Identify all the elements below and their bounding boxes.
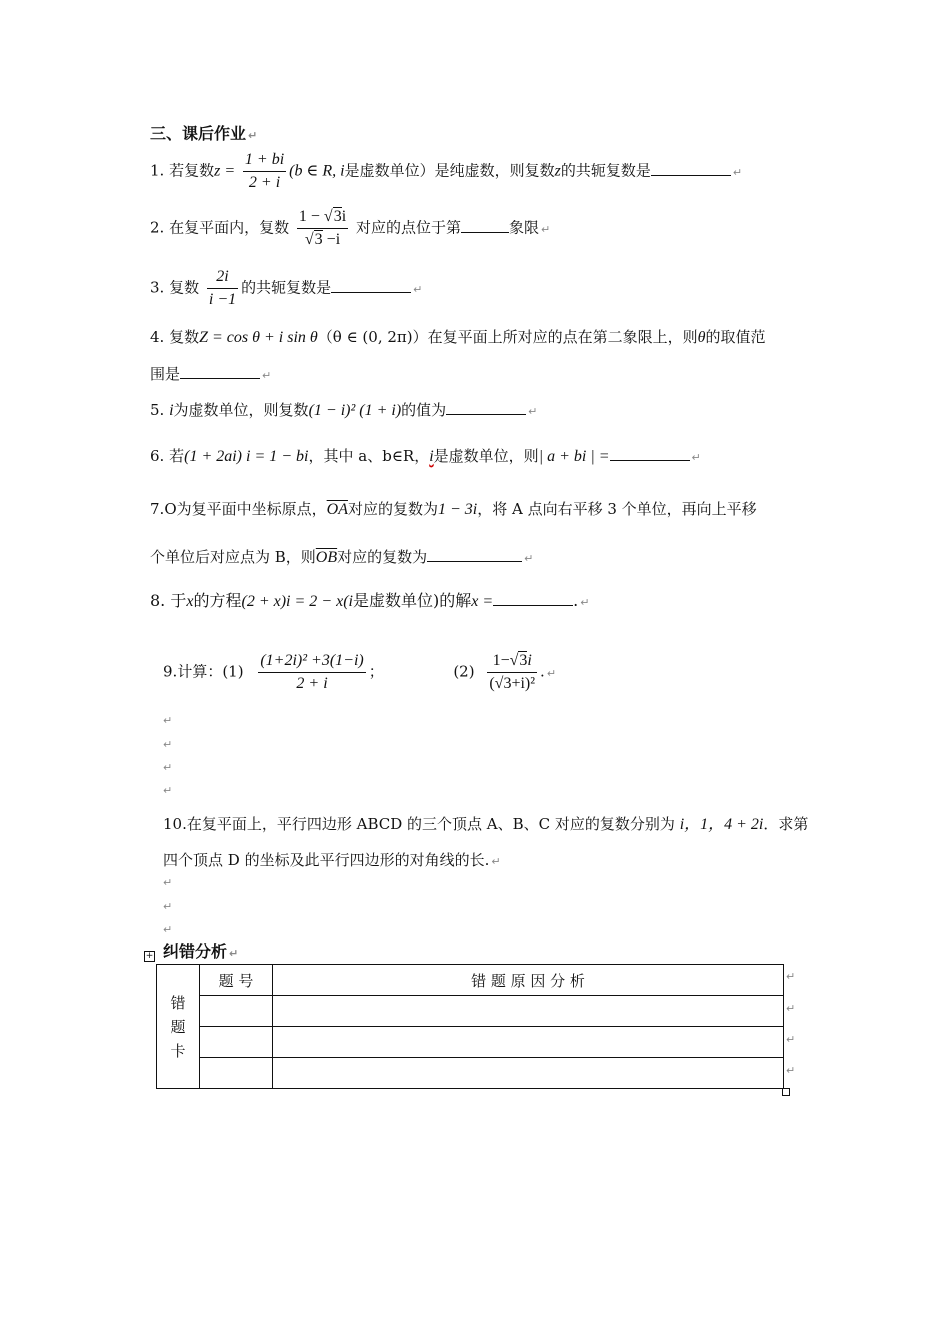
vector-oa: $\overline{OA}$ xyxy=(326,501,348,518)
paragraph-mark: ↵ xyxy=(248,129,258,142)
card-label-cell: 错 题 卡 xyxy=(157,965,200,1089)
fraction: $\frac{2i}{i -1}$ xyxy=(208,268,237,308)
question-7-line-2: 个单位后对应点为 B，则$\overline{OB}$对应的复数为 ↵ xyxy=(150,548,534,566)
cell-reason[interactable] xyxy=(273,1058,784,1089)
answer-blank[interactable] xyxy=(610,446,690,461)
question-4: 4. 复数Z = cos θ + i sin θ（θ ∈ (0, 2π)）在复平面上所对应的点在第二象限上，则θ的取值范 xyxy=(150,328,766,346)
question-7: 7.O为复平面中坐标原点，$\overline{OA}$对应的复数为1 − 3i，将 A 点向右平移 3 个单位，再向上平移 xyxy=(150,500,757,518)
question-3: 3. 复数 $\frac{2i}{i -1}$ 的共轭复数是 ↵ xyxy=(150,266,422,311)
answer-blank[interactable] xyxy=(493,591,573,606)
fraction: $\frac{1-√3i}{\text{(√3+i)²}}$ xyxy=(489,652,536,692)
error-section-title: 纠错分析 ↵ xyxy=(163,942,239,961)
question-6: 6. 若(1 + 2ai) i = 1 − bi，其中 a、b∈R，i是虚数单位，则| a + bi | = ↵ xyxy=(150,447,701,465)
table-row xyxy=(157,1058,784,1089)
answer-blank[interactable] xyxy=(446,400,526,415)
answer-blank[interactable] xyxy=(461,218,509,233)
vector-ob: $\overline{OB}$ xyxy=(315,549,338,566)
header-question-no: 题 号 xyxy=(200,965,273,996)
section-title: 三、课后作业 ↵ xyxy=(150,124,258,143)
error-card-table xyxy=(156,964,784,1089)
cell-reason[interactable] xyxy=(273,1027,784,1058)
question-10-line-2: 四个顶点 D 的坐标及此平行四边形的对角线的长. ↵ xyxy=(163,851,501,869)
fraction: $\frac{\text{(1+2i)² +3(1−i)}}{2 + i}$ xyxy=(260,652,364,692)
table-row xyxy=(157,996,784,1027)
cell-question-no[interactable] xyxy=(200,1058,273,1089)
cell-question-no[interactable] xyxy=(200,996,273,1027)
question-5: 5. i为虚数单位，则复数(1 − i)² (1 + i)的值为 ↵ xyxy=(150,401,538,419)
table-resize-handle[interactable] xyxy=(782,1088,790,1096)
question-10: 10.在复平面上，平行四边形 ABCD 的三个顶点 A、B、C 对应的复数分别为 i，1，4 + 2i．求第 xyxy=(163,815,809,833)
fraction: $\frac{1 + bi}{2 + i}$ xyxy=(244,151,285,191)
question-2: 2. 在复平面内，复数 $\frac{1 - √3i}{√3 -i}$ 对应的点位于第 象限 ↵ xyxy=(150,206,550,251)
question-8: 8. 于x的方程(2 + x)i = 2 − x(i是虚数单位)的解x = . ↵ xyxy=(150,591,590,610)
answer-blank[interactable] xyxy=(427,547,522,562)
table-row xyxy=(157,1027,784,1058)
answer-blank[interactable] xyxy=(331,278,411,293)
fraction: $\frac{1 - √3i}{√3 -i}$ xyxy=(298,208,347,248)
question-1: 1. 若复数z = $\frac{1 + bi}{2 + i}$ (b ∈ R, i是虚数单位）是纯虚数，则复数z的共轭复数是 ↵ xyxy=(150,149,742,194)
table-move-handle-icon[interactable]: + xyxy=(145,951,154,961)
header-reason: 错 题 原 因 分 析 xyxy=(273,965,784,996)
cell-reason[interactable] xyxy=(273,996,784,1027)
answer-blank[interactable] xyxy=(651,161,731,176)
question-9: 9.计算：(1) $\frac{\text{(1+2i)² +3(1−i)}}{2 + i}$ ； (2) $\frac{1-√3i}{\text{(√3+i)²}}$ . ↵ xyxy=(163,650,556,695)
cell-question-no[interactable] xyxy=(200,1027,273,1058)
question-4-line-2: 围是 ↵ xyxy=(150,365,272,383)
answer-blank[interactable] xyxy=(180,364,260,379)
